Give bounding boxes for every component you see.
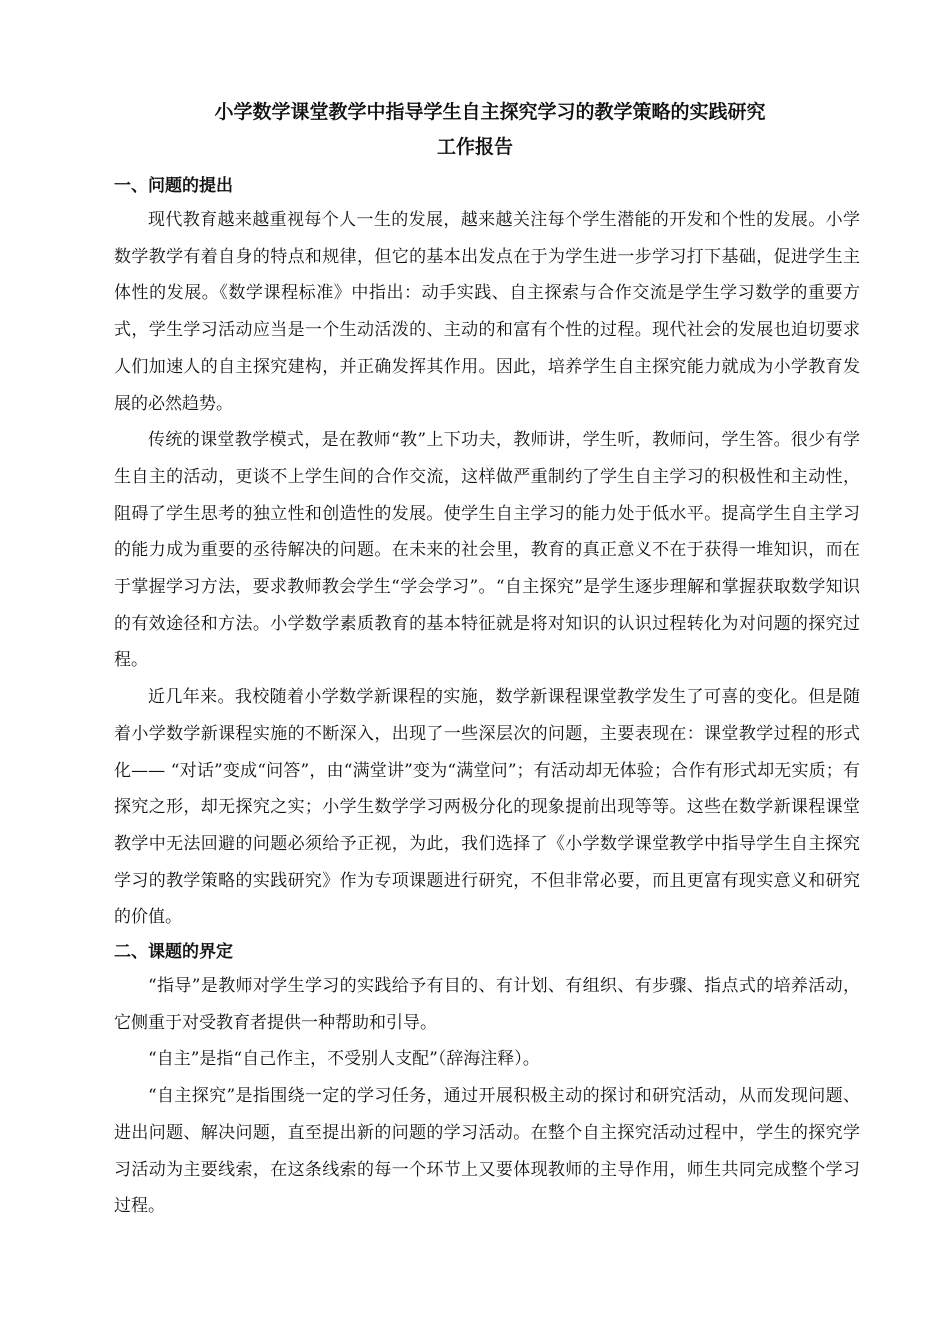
section-definition	[114, 936, 860, 1225]
paragraph: 传统的课堂教学模式，是在教师“教”上下功夫，教师讲，学生听，教师问，学生答。很少有学生自主的活动，更谈不上学生间的合作交流，这样做严重制约了学生自主学习的积极性和主动性，阻碍了学生思考的独立性和创造性的发展。使学生自主学习的能力处于低水平。提高学生自主学习的能力成为重要的丞待解决的问题。在未来的社会里，教育的真正意义不在于获得一堆知识，而在于掌握学习方法，要求教师教会学生“学会学习”。“自主探究”是学生逐步理解和掌握获取数学知识的有效途径和方法。小学数学素质教育的基本特征就是将对知识的认识过程转化为对问题的探究过程。	[114, 430, 860, 671]
paragraph: “自主探究”是指围绕一定的学习任务，通过开展积极主动的探讨和研究活动，从而发现问题、进出问题、解决问题，直至提出新的问题的学习活动。在整个自主探究活动过程中，学生的探究学习活动为主要线索，在这条线索的每一个环节上又要体现教师的主导作用，师生共同完成整个学习过程。	[114, 1086, 860, 1217]
section-heading: 二、课题的界定	[114, 942, 233, 963]
document-body	[114, 170, 860, 1225]
paragraph: “自主”是指“自己作主，不受别人支配”（辞海注释）。	[148, 1049, 540, 1070]
paragraph: 现代教育越来越重视每个人一生的发展，越来越关注每个学生潜能的开发和个性的发展。小学数学教学有着自身的特点和规律，但它的基本出发点在于为学生进一步学习打下基础，促进学生主体性的发展。《数学课程标准》中指出：动手实践、自主探索与合作交流是学生学习数学的重要方式，学生学习活动应当是一个生动活泼的、主动的和富有个性的过程。现代社会的发展也迫切要求人们加速人的自主探究建构，并正确发挥其作用。因此，培养学生自主探究能力就成为小学教育发展的必然趋势。	[114, 210, 860, 414]
document-subtitle: 工作报告	[436, 136, 513, 158]
paragraph: 近几年来。我校随着小学数学新课程的实施，数学新课程课堂教学发生了可喜的变化。但是随着小学数学新课程实施的不断深入，出现了一些深层次的问题，主要表现在：课堂教学过程的形式化—— “对话”变成“问答”，由“满堂讲”变为“满堂问”；有活动却无体验；合作有形式却无实质；有探究之形，却无探究之实；小学生数学学习两极分化的现象提前出现等等。这些在数学新课程课堂教学中无法回避的问题必须给予正视，为此，我们选择了《小学数学课堂教学中指导学生自主探究学习的教学策略的实践研究》作为专项课题进行研究，不但非常必要，而且更富有现实意义和研究的价值。	[114, 687, 860, 928]
section-problem	[114, 170, 860, 936]
section-heading: 一、问题的提出	[114, 176, 233, 196]
document-title: 小学数学课堂教学中指导学生自主探究学习的教学策略的实践研究	[214, 101, 766, 123]
paragraph: “指导”是教师对学生学习的实践给予有目的、有计划、有组织、有步骤、指点式的培养活动，它侧重于对受教育者提供一种帮助和引导。	[114, 976, 860, 1033]
